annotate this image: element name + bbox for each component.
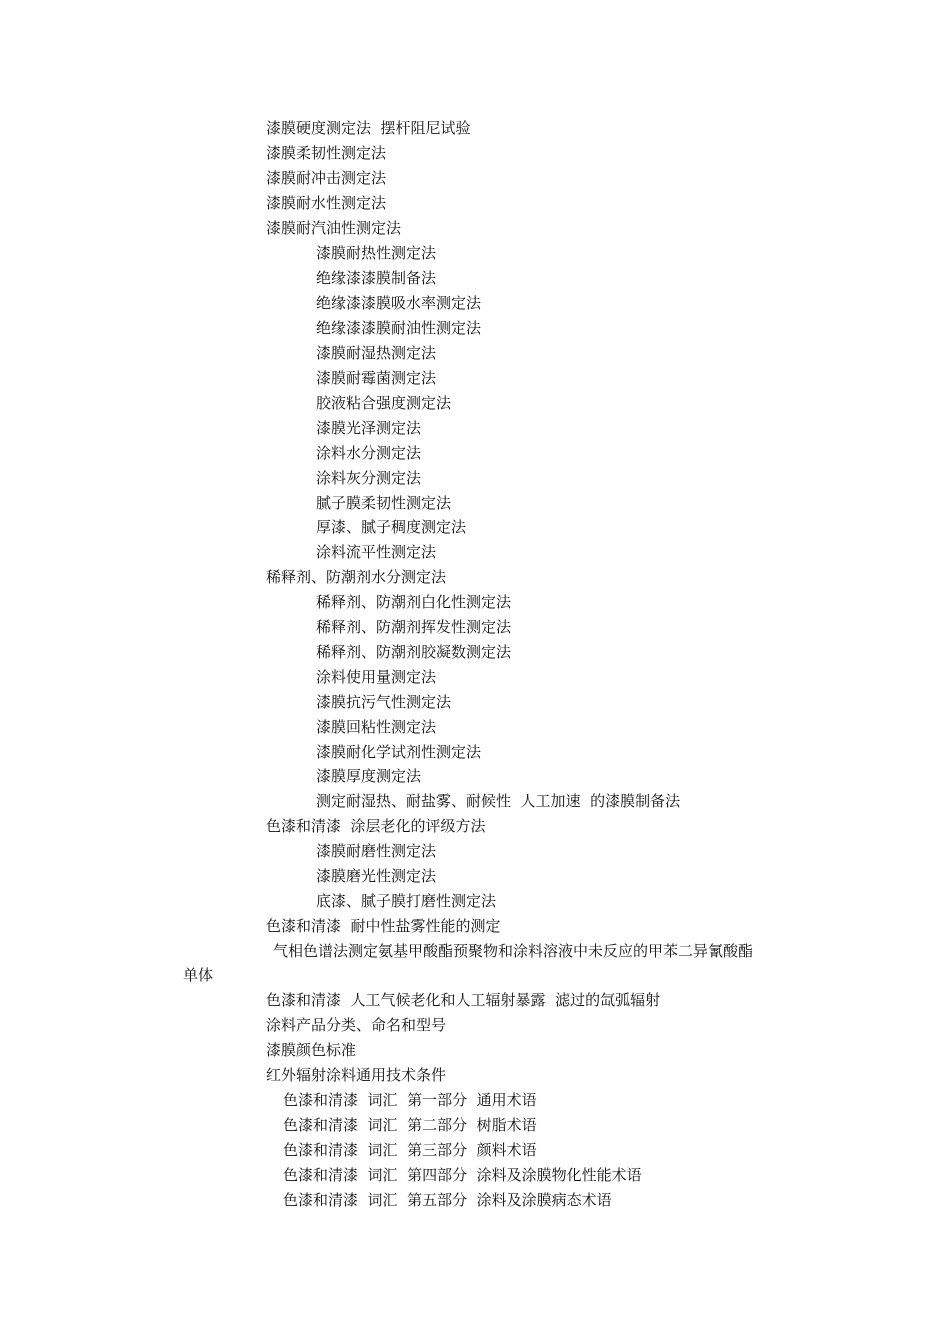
- list-item: 厚漆、腻子稠度测定法: [316, 518, 467, 536]
- list-item: 胶液粘合强度测定法: [316, 394, 452, 412]
- list-item: 稀释剂、防潮剂挥发性测定法: [316, 618, 512, 636]
- list-item: 色漆和清漆 人工气候老化和人工辐射暴露 滤过的氙弧辐射: [266, 991, 661, 1009]
- list-item: 漆膜光泽测定法: [316, 419, 422, 437]
- list-item: 漆膜耐霉菌测定法: [316, 369, 437, 387]
- list-item: 稀释剂、防潮剂胶凝数测定法: [316, 643, 512, 661]
- list-item: 涂料产品分类、命名和型号: [266, 1016, 447, 1034]
- list-item: 漆膜耐热性测定法: [316, 244, 437, 262]
- list-item: 色漆和清漆 词汇 第五部分 涂料及涂膜病态术语: [283, 1191, 612, 1209]
- list-item: 色漆和清漆 词汇 第三部分 颜料术语: [283, 1141, 537, 1159]
- list-item: 涂料水分测定法: [316, 444, 422, 462]
- list-item: 色漆和清漆 涂层老化的评级方法: [266, 817, 486, 835]
- list-item: 绝缘漆漆膜吸水率测定法: [316, 294, 482, 312]
- list-item: 漆膜柔韧性测定法: [266, 144, 387, 162]
- list-item: 漆膜颜色标准: [266, 1041, 357, 1059]
- list-item: 腻子膜柔韧性测定法: [316, 494, 452, 512]
- list-item: 漆膜耐化学试剂性测定法: [316, 743, 482, 761]
- list-item: 漆膜耐水性测定法: [266, 194, 387, 212]
- list-item: 漆膜耐汽油性测定法: [266, 219, 402, 237]
- list-item: 漆膜磨光性测定法: [316, 867, 437, 885]
- list-item: 漆膜抗污气性测定法: [316, 693, 452, 711]
- list-item: 色漆和清漆 词汇 第二部分 树脂术语: [283, 1116, 537, 1134]
- list-item: 漆膜硬度测定法 摆杆阻尼试验: [266, 119, 471, 137]
- list-item: 涂料流平性测定法: [316, 543, 437, 561]
- list-item: 色漆和清漆 词汇 第四部分 涂料及涂膜物化性能术语: [283, 1166, 642, 1184]
- list-item: 涂料灰分测定法: [316, 469, 422, 487]
- list-item: 稀释剂、防潮剂水分测定法: [266, 568, 447, 586]
- list-item: 涂料使用量测定法: [316, 668, 437, 686]
- list-item: 绝缘漆漆膜制备法: [316, 269, 437, 287]
- list-item: 漆膜回粘性测定法: [316, 718, 437, 736]
- list-item: 测定耐湿热、耐盐雾、耐候性 人工加速 的漆膜制备法: [316, 792, 681, 810]
- list-item: 单体: [183, 966, 214, 984]
- list-item: 漆膜耐湿热测定法: [316, 344, 437, 362]
- list-item: 底漆、腻子膜打磨性测定法: [316, 892, 497, 910]
- list-item: 色漆和清漆 耐中性盐雾性能的测定: [266, 917, 501, 935]
- list-item: 气相色谱法测定氨基甲酸酯预聚物和涂料溶液中未反应的甲苯二异氰酸酯: [273, 942, 754, 960]
- list-item: 红外辐射涂料通用技术条件: [266, 1066, 447, 1084]
- list-item: 色漆和清漆 词汇 第一部分 通用术语: [283, 1091, 537, 1109]
- list-item: 稀释剂、防潮剂白化性测定法: [316, 593, 512, 611]
- list-item: 漆膜厚度测定法: [316, 767, 422, 785]
- list-item: 漆膜耐冲击测定法: [266, 169, 387, 187]
- list-item: 漆膜耐磨性测定法: [316, 842, 437, 860]
- list-item: 绝缘漆漆膜耐油性测定法: [316, 319, 482, 337]
